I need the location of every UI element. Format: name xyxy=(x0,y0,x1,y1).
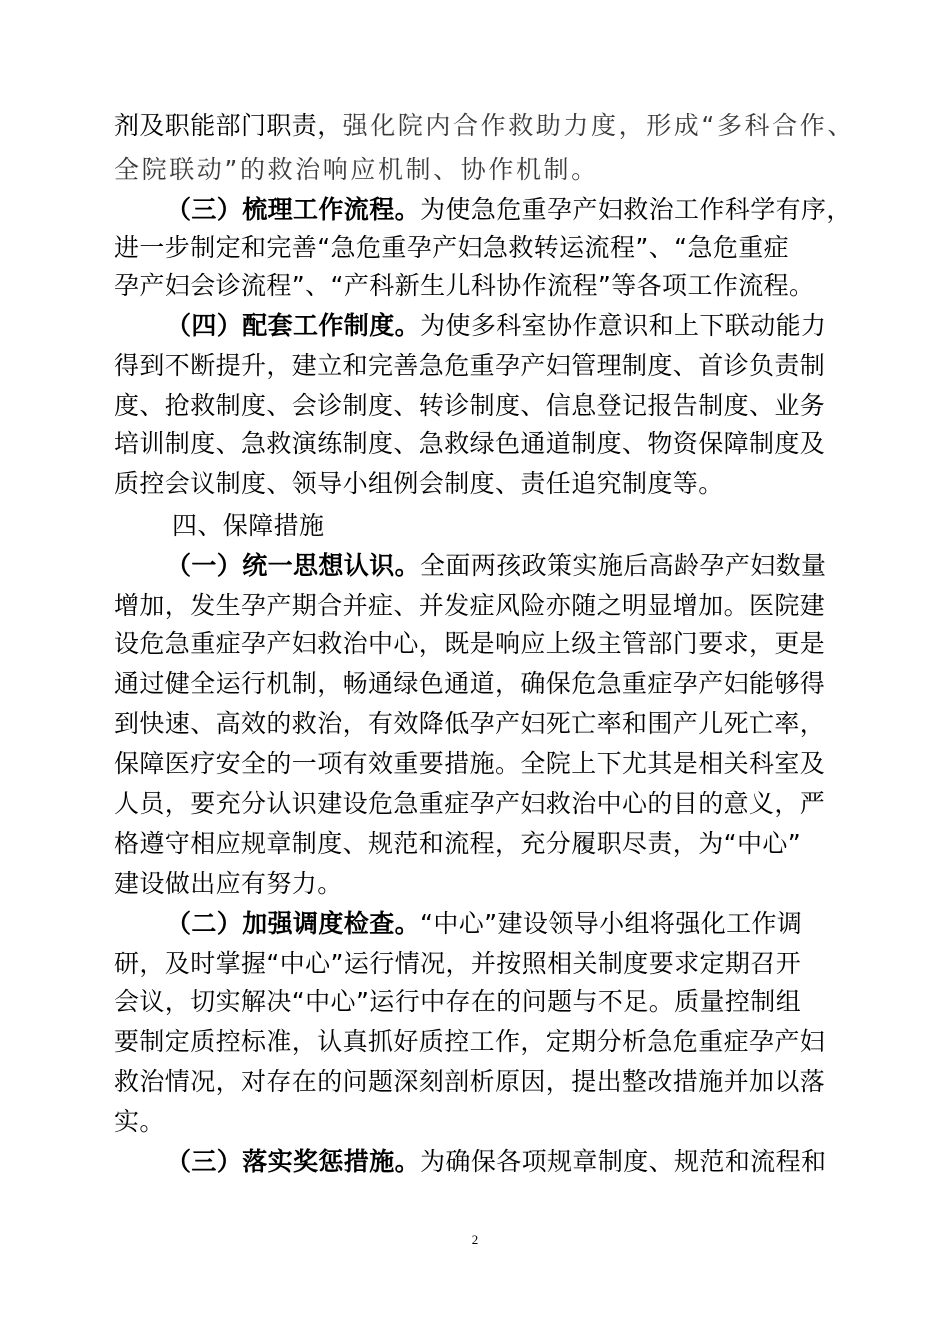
text-segment: 强化院内合作救助力度，形成“多科合作、 xyxy=(342,111,855,140)
text-line-5: 孕产妇会诊流程”、“产科新生儿科协作流程”等各项工作流程。 xyxy=(114,271,815,300)
text-line-2: 全院联动”的救治响应机制、协作机制。 xyxy=(114,155,599,184)
text-line-16: 到快速、高效的救治，有效降低孕产妇死亡率和围产儿死亡率， xyxy=(114,709,826,738)
text-line-18: 人员，要充分认识建设危急重症孕产妇救治中心的目的意义，严 xyxy=(114,789,826,818)
section-heading: 四、保障措施 xyxy=(172,511,325,540)
subheading: （二）加强调度检查。 xyxy=(166,909,421,938)
text-segment: 为使多科室协作意识和上下联动能力 xyxy=(420,311,827,340)
text-line-3 xyxy=(166,192,852,228)
text-line-20: 建设做出应有努力。 xyxy=(114,869,343,898)
subheading: （一）统一思想认识。 xyxy=(166,551,421,580)
text-line-8: 度、抢救制度、会诊制度、转诊制度、信息登记报告制度、业务 xyxy=(114,391,826,420)
text-segment: 剂及职能部门职责， xyxy=(114,111,343,140)
text-segment: 为确保各项规章制度、规范和流程和 xyxy=(420,1147,827,1176)
text-segment: “中心”建设领导小组将强化工作调 xyxy=(420,909,803,938)
text-line-17: 保障医疗安全的一项有效重要措施。全院上下尤其是相关科室及 xyxy=(114,749,826,778)
text-segment: 为使急危重孕产妇救治工作科学有序， xyxy=(420,195,852,224)
text-line-27 xyxy=(166,1144,826,1180)
text-line-6 xyxy=(166,308,826,344)
text-line-25: 救治情况，对存在的问题深刻剖析原因，提出整改措施并加以落 xyxy=(114,1067,826,1096)
text-line-23: 会议，切实解决“中心”运行中存在的问题与不足。质量控制组 xyxy=(114,987,802,1016)
text-line-14: 设危急重症孕产妇救治中心，既是响应上级主管部门要求，更是 xyxy=(114,629,826,658)
text-line-4: 进一步制定和完善“急危重孕产妇急救转运流程”、“急危重症 xyxy=(114,233,790,262)
subheading: （三）梳理工作流程。 xyxy=(166,195,421,224)
text-line-13: 增加，发生孕产期合并症、并发症风险亦随之明显增加。医院建 xyxy=(114,591,826,620)
text-line-10: 质控会议制度、领导小组例会制度、责任追究制度等。 xyxy=(114,469,724,498)
text-line-1 xyxy=(114,108,855,144)
text-line-22: 研，及时掌握“中心”运行情况，并按照相关制度要求定期召开 xyxy=(114,949,802,978)
text-line-19: 格遵守相应规章制度、规范和流程，充分履职尽责，为“中心” xyxy=(114,829,802,858)
page-number: 2 xyxy=(471,1232,479,1247)
text-line-15: 通过健全运行机制，畅通绿色通道，确保危急重症孕产妇能够得 xyxy=(114,669,826,698)
text-line-7: 得到不断提升，建立和完善急危重孕产妇管理制度、首诊负责制 xyxy=(114,351,826,380)
text-line-24: 要制定质控标准，认真抓好质控工作，定期分析急危重症孕产妇 xyxy=(114,1027,826,1056)
text-line-12 xyxy=(166,548,826,584)
text-segment: 全面两孩政策实施后高龄孕产妇数量 xyxy=(420,551,827,580)
subheading: （四）配套工作制度。 xyxy=(166,311,421,340)
subheading: （三）落实奖惩措施。 xyxy=(166,1147,421,1176)
text-line-9: 培训制度、急救演练制度、急救绿色通道制度、物资保障制度及 xyxy=(114,429,826,458)
text-line-26: 实。 xyxy=(114,1107,165,1136)
text-line-21 xyxy=(166,906,802,942)
